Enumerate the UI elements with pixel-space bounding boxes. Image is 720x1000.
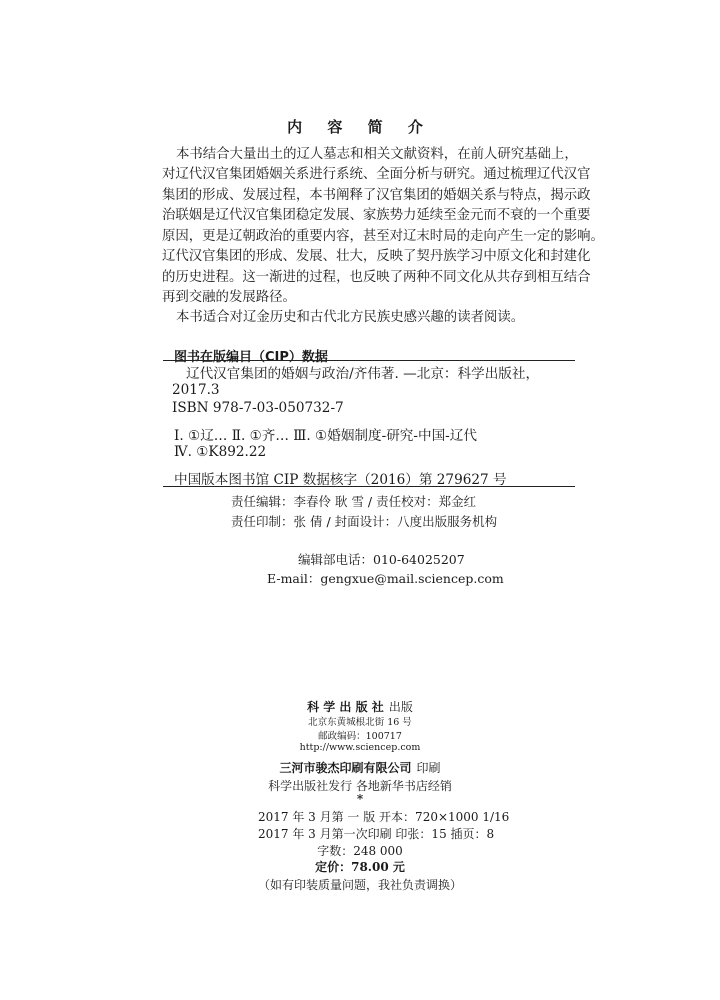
intro-line: 本书适合对辽金历史和古代北方民族史感兴趣的读者阅读。	[176, 310, 525, 325]
publisher-name: 科 学 出 版 社	[307, 700, 384, 714]
distribution-line: 科学出版社发行 各地新华书店经销	[268, 779, 452, 793]
quality-note: （如有印装质量问题，我社负责调换）	[257, 878, 462, 892]
printer-line	[0, 757, 720, 776]
intro-title: 内 容 简 介	[287, 118, 433, 136]
printer-name: 三河市骏杰印刷有限公司	[279, 761, 412, 775]
intro-line: 的历史进程。这一渐进的过程，也反映了两种不同文化从共存到相互结合	[162, 270, 591, 285]
cip-bottom-rule	[163, 486, 575, 487]
cip-classification-2: Ⅳ. ①K892.22	[174, 444, 267, 460]
publisher-suffix: 出版	[388, 700, 413, 714]
cip-title-line: 辽代汉官集团的婚姻与政治/齐伟著. —北京：科学出版社，	[186, 366, 540, 382]
cip-date-line: 2017.3	[172, 382, 220, 398]
publisher-postcode: 邮政编码：100717	[318, 731, 402, 742]
credits-editor-line: 责任编辑：李春伶 耿 雪 / 责任校对：郑金红	[231, 494, 477, 509]
star-separator: *	[356, 792, 364, 806]
wordcount: 字数：248 000	[317, 844, 403, 858]
credits-print-line: 责任印制：张 倩 / 封面设计：八度出版服务机构	[231, 514, 498, 529]
editor-phone: 编辑部电话：010-64025207	[298, 552, 465, 567]
intro-line: 辽代汉官集团的形成、发展、壮大，反映了契丹族学习中原文化和封建化	[162, 249, 591, 264]
printing-line: 2017 年 3 月第一次印刷 印张：15 插页：8	[258, 827, 495, 841]
publisher-address: 北京东黄城根北街 16 号	[308, 717, 412, 728]
intro-line: 治联姻是辽代汉官集团稳定发展、家族势力延续至金元而不衰的一个重要	[162, 208, 591, 223]
price: 定价：78.00 元	[315, 860, 405, 874]
cip-isbn: ISBN 978-7-03-050732-7	[172, 400, 344, 416]
cip-top-rule	[163, 360, 575, 361]
publisher-line	[0, 696, 720, 715]
intro-line: 再到交融的发展路径。	[162, 290, 296, 305]
intro-line: 原因，更是辽朝政治的重要内容，甚至对辽末时局的走向产生一定的影响。	[162, 229, 604, 244]
cip-heading: 图书在版编目（CIP）数据	[174, 350, 328, 365]
edition-line: 2017 年 3 月第 一 版 开本：720×1000 1/16	[258, 810, 510, 824]
cip-verification: 中国版本图书馆 CIP 数据核字（2016）第 279627 号	[174, 472, 507, 488]
intro-line: 集团的形成、发展过程，本书阐释了汉官集团的婚姻关系与特点，揭示政	[162, 188, 591, 203]
intro-line: 对辽代汉官集团婚姻关系进行系统、全面分析与研究。通过梳理辽代汉官	[162, 167, 591, 182]
printer-suffix: 印刷	[416, 761, 441, 775]
cip-classification: Ⅰ. ①辽… Ⅱ. ①齐… Ⅲ. ①婚姻制度-研究-中国-辽代	[174, 428, 477, 444]
publisher-website: http://www.sciencep.com	[299, 742, 421, 753]
intro-line: 本书结合大量出土的辽人墓志和相关文献资料，在前人研究基础上，	[176, 147, 578, 162]
editor-email: E-mail：gengxue@mail.sciencep.com	[267, 571, 504, 586]
